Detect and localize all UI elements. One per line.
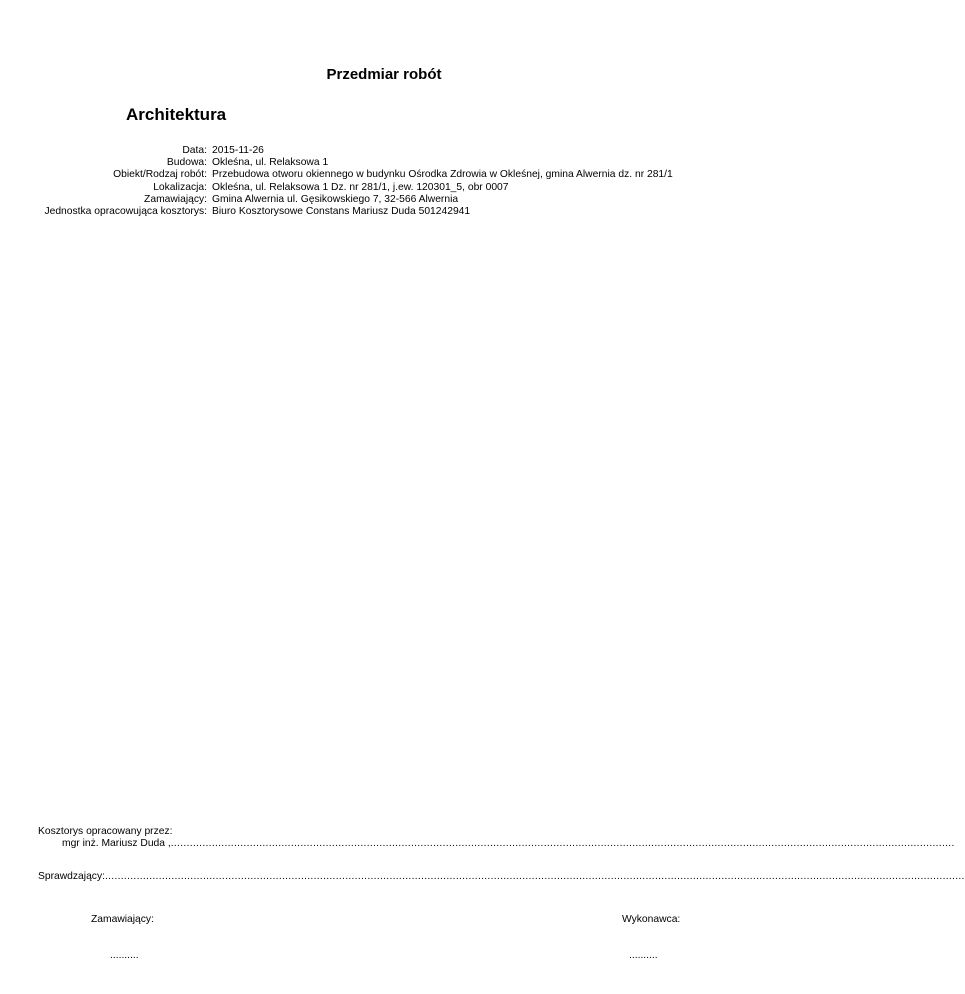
checked-by-line xyxy=(38,871,965,882)
document-subtitle: Architektura xyxy=(126,105,227,124)
info-label: Lokalizacja: xyxy=(153,181,207,193)
info-value: 2015-11-26 xyxy=(212,145,264,156)
prepared-by-line xyxy=(38,838,955,850)
checked-by-dots: ................................................................................................................................................................................................................................................................................ xyxy=(104,871,965,882)
info-value: Biuro Kosztorysowe Constans Mariusz Duda 501242941 xyxy=(212,206,471,218)
info-table xyxy=(0,145,768,218)
info-row-location xyxy=(0,182,768,194)
info-row-client xyxy=(0,194,768,206)
info-value: Okleśna, ul. Relaksowa 1 xyxy=(212,157,329,169)
info-value: Przebudowa otworu okiennego w budynku Ośrodka Zdrowia w Okleśnej, gmina Alwernia dz. nr 281/1 xyxy=(212,169,673,181)
prepared-by-label: Kosztorys opracowany przez: xyxy=(38,826,173,837)
info-label: Zamawiający: xyxy=(144,193,207,205)
prepared-by-dots: ........................................................................................................................................................................................................................................................ xyxy=(170,838,955,849)
info-value: Okleśna, ul. Relaksowa 1 Dz. nr 281/1, j.ew. 120301_5, obr 0007 xyxy=(212,181,509,193)
info-value: Gmina Alwernia ul. Gęsikowskiego 7, 32-566 Alwernia xyxy=(212,193,459,205)
info-row-unit xyxy=(0,206,768,218)
client-signature-label: Zamawiający: xyxy=(91,914,154,925)
info-label: Budowa: xyxy=(166,157,207,169)
checked-by-label: Sprawdzający: xyxy=(38,871,105,882)
document-title: Przedmiar robót xyxy=(326,66,442,83)
prepared-by-section xyxy=(38,826,955,850)
contractor-signature-dots: .......... xyxy=(629,950,658,961)
info-label: Jednostka opracowująca kosztorys: xyxy=(44,206,207,218)
info-row-object xyxy=(0,169,768,181)
client-signature-dots: .......... xyxy=(110,950,139,961)
info-label: Obiekt/Rodzaj robót: xyxy=(113,169,207,181)
info-row-date xyxy=(0,145,768,157)
contractor-signature-label: Wykonawca: xyxy=(622,914,681,925)
prepared-by-author: mgr inż. Mariusz Duda , xyxy=(62,838,171,849)
info-row-site xyxy=(0,157,768,169)
info-label: Data: xyxy=(182,145,207,156)
